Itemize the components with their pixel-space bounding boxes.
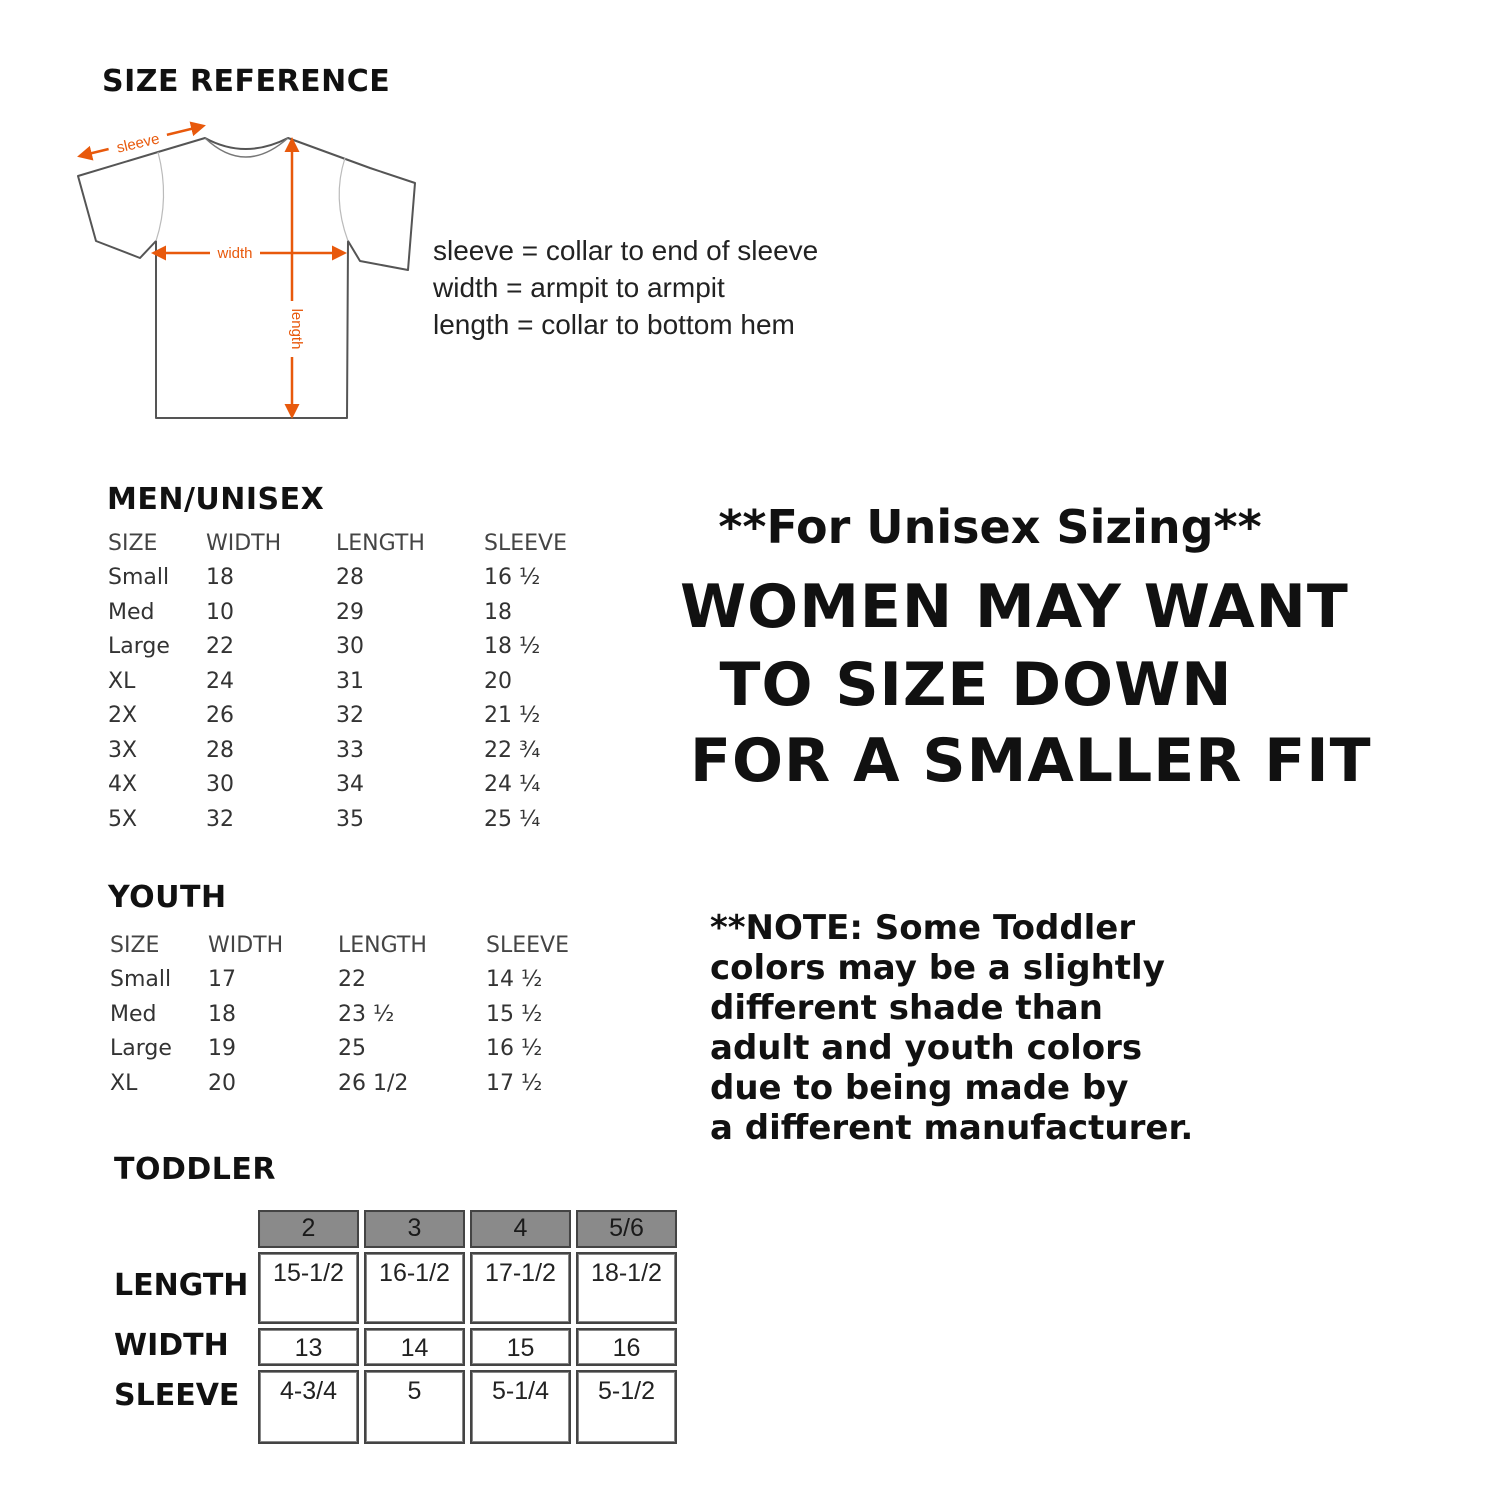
toddler-width-cell: 15	[470, 1328, 571, 1366]
cell: 4X	[108, 772, 138, 798]
table-row	[110, 997, 596, 1032]
toddler-size-header: 2	[258, 1210, 359, 1248]
toddler-width-cell: 16	[576, 1328, 677, 1366]
cell: 18 ½	[484, 634, 541, 660]
unisex-notice-heading: **For Unisex Sizing**	[718, 500, 1262, 554]
cell: Small	[110, 967, 172, 993]
cell: 18	[484, 599, 512, 625]
header-size: SIZE	[108, 530, 158, 556]
toddler-sleeve-cell: 5-1/4	[470, 1370, 571, 1444]
cell: 18	[206, 565, 234, 591]
toddler-size-header: 4	[470, 1210, 571, 1248]
cell: 34	[336, 772, 364, 798]
cell: 17	[208, 967, 236, 993]
cell: 16 ½	[486, 1036, 543, 1062]
table-row	[108, 595, 594, 630]
size-reference-title: SIZE REFERENCE	[102, 64, 391, 99]
cell: 5X	[108, 806, 138, 832]
table-row	[108, 802, 594, 837]
cell: 19	[208, 1036, 236, 1062]
cell: 15 ½	[486, 1001, 543, 1027]
table-header-row	[110, 928, 596, 963]
cell: 10	[206, 599, 234, 625]
table-row	[108, 768, 594, 803]
cell: 20	[484, 668, 512, 694]
cell: XL	[108, 668, 136, 694]
header-length: LENGTH	[338, 932, 427, 958]
youth-title: YOUTH	[108, 880, 227, 915]
cell: 22	[206, 634, 234, 660]
cell: Med	[108, 599, 155, 625]
table-row	[108, 699, 594, 734]
tshirt-outline	[78, 138, 415, 418]
legend-length: length = collar to bottom hem	[433, 309, 795, 340]
cell: 24	[206, 668, 234, 694]
measurement-legend	[433, 232, 818, 343]
table-row	[110, 1032, 596, 1067]
cell: 2X	[108, 703, 138, 729]
toddler-sleeve-cell: 4-3/4	[258, 1370, 359, 1444]
cell: 26	[206, 703, 234, 729]
cell: Large	[108, 634, 170, 660]
men-unisex-table	[108, 526, 594, 837]
table-row	[108, 733, 594, 768]
table-row	[108, 630, 594, 665]
cell: 33	[336, 737, 364, 763]
cell: XL	[110, 1070, 138, 1096]
toddler-size-header: 3	[364, 1210, 465, 1248]
toddler-width-cell: 14	[364, 1328, 465, 1366]
cell: 20	[208, 1070, 236, 1096]
cell: 25 ¼	[484, 806, 541, 832]
cell: 31	[336, 668, 364, 694]
table-row	[108, 561, 594, 596]
cell: 22 ¾	[484, 737, 541, 763]
toddler-title: TODDLER	[114, 1152, 276, 1187]
toddler-row-label-width: WIDTH	[114, 1328, 229, 1363]
youth-table	[110, 928, 596, 1101]
header-width: WIDTH	[208, 932, 284, 958]
cell: 32	[336, 703, 364, 729]
cell: 14 ½	[486, 967, 543, 993]
width-label: width	[217, 245, 253, 262]
table-row	[110, 963, 596, 998]
men-unisex-title: MEN/UNISEX	[107, 482, 325, 517]
legend-sleeve: sleeve = collar to end of sleeve	[433, 235, 819, 266]
legend-width: width = armpit to armpit	[433, 272, 725, 303]
tshirt-diagram	[70, 118, 430, 428]
sleeve-label: sleeve	[115, 130, 162, 157]
toddler-length-cell: 15-1/2	[258, 1252, 359, 1324]
header-sleeve: SLEEVE	[484, 530, 567, 556]
cell: 29	[336, 599, 364, 625]
unisex-notice-line: TO SIZE DOWN	[719, 650, 1233, 720]
table-row	[110, 1066, 596, 1101]
header-sleeve: SLEEVE	[486, 932, 569, 958]
cell: 17 ½	[486, 1070, 543, 1096]
unisex-notice-line: WOMEN MAY WANT	[680, 572, 1349, 642]
cell: 25	[338, 1036, 366, 1062]
cell: 22	[338, 967, 366, 993]
toddler-width-cell: 13	[258, 1328, 359, 1366]
cell: Large	[110, 1036, 172, 1062]
cell: 24 ¼	[484, 772, 541, 798]
cell: 28	[336, 565, 364, 591]
header-length: LENGTH	[336, 530, 425, 556]
cell: 35	[336, 806, 364, 832]
header-width: WIDTH	[206, 530, 282, 556]
length-label: length	[288, 308, 305, 350]
toddler-length-cell: 17-1/2	[470, 1252, 571, 1324]
toddler-row-label-sleeve: SLEEVE	[114, 1378, 240, 1413]
toddler-row-label-length: LENGTH	[114, 1268, 249, 1303]
header-size: SIZE	[110, 932, 160, 958]
table-header-row	[108, 526, 594, 561]
toddler-sleeve-cell: 5	[364, 1370, 465, 1444]
cell: Small	[108, 565, 170, 591]
unisex-notice-line: FOR A SMALLER FIT	[690, 726, 1372, 796]
table-row	[108, 664, 594, 699]
toddler-length-cell: 16-1/2	[364, 1252, 465, 1324]
cell: 26 1/2	[338, 1070, 409, 1096]
cell: 32	[206, 806, 234, 832]
cell: 18	[208, 1001, 236, 1027]
toddler-size-header: 5/6	[576, 1210, 677, 1248]
cell: 28	[206, 737, 234, 763]
cell: Med	[110, 1001, 157, 1027]
toddler-color-note: **NOTE: Some Toddler colors may be a slightly different shade than adult and youth colors due to being made by a different manufacturer.	[710, 908, 1194, 1148]
cell: 16 ½	[484, 565, 541, 591]
cell: 23 ½	[338, 1001, 395, 1027]
toddler-sleeve-cell: 5-1/2	[576, 1370, 677, 1444]
cell: 30	[206, 772, 234, 798]
cell: 3X	[108, 737, 138, 763]
cell: 30	[336, 634, 364, 660]
toddler-length-cell: 18-1/2	[576, 1252, 677, 1324]
cell: 21 ½	[484, 703, 541, 729]
